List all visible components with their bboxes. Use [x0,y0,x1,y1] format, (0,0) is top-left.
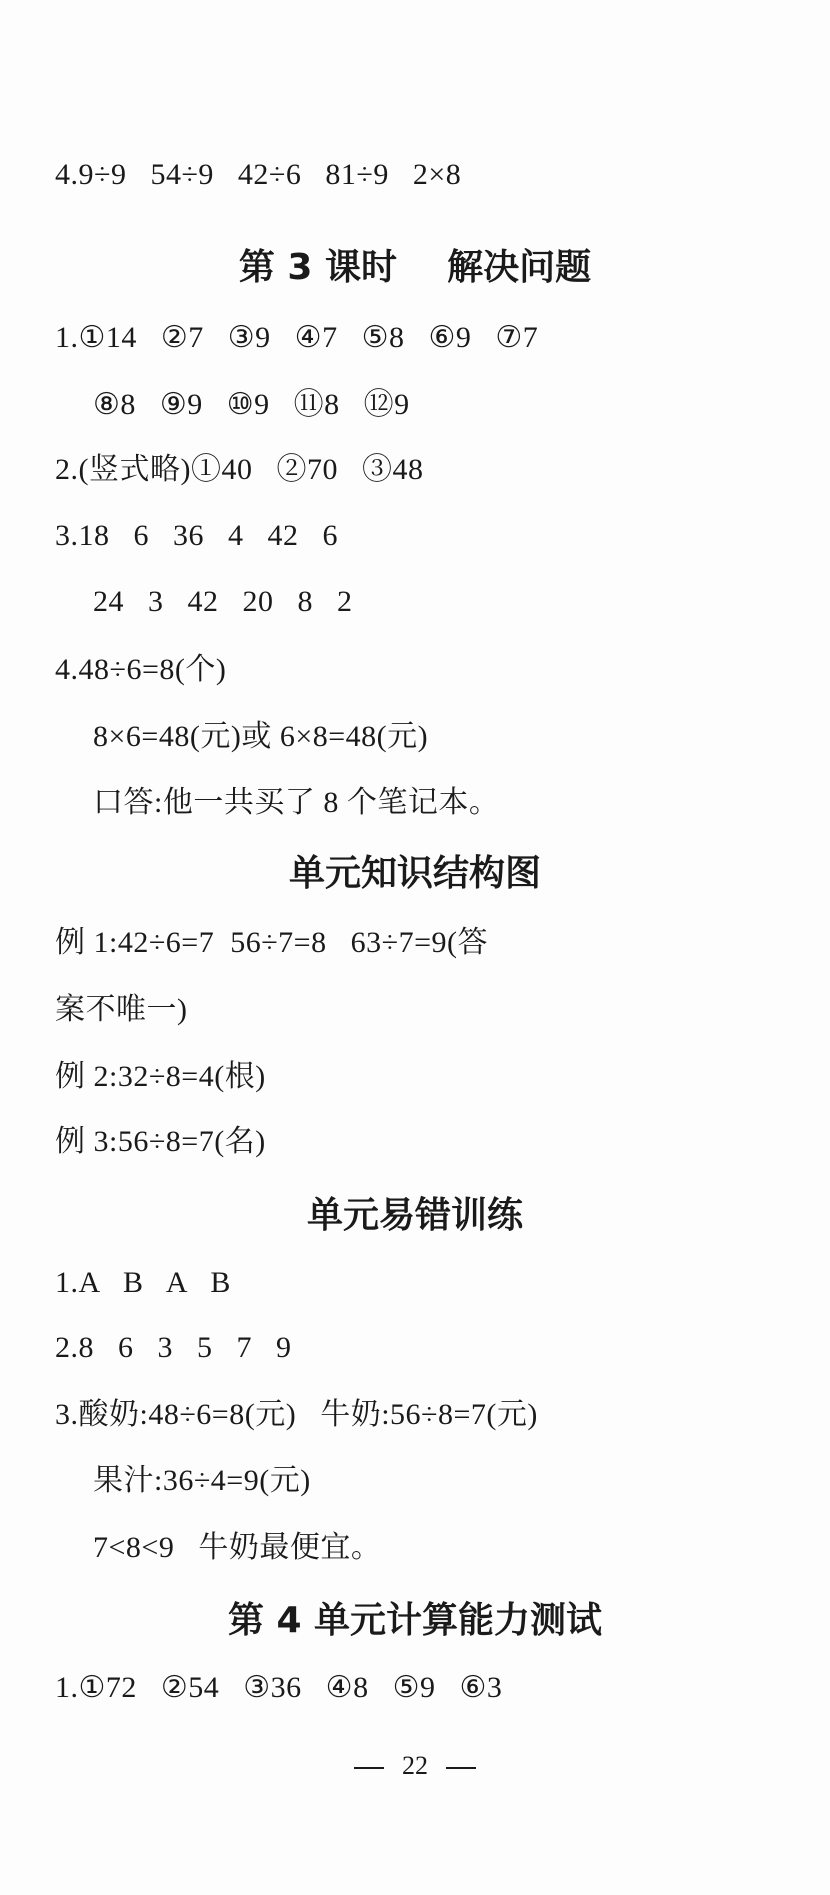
answer-line-1: 1.①14 ②7 ③9 ④7 ⑤8 ⑥9 ⑦7 [55,321,539,354]
answer-line-2: 2.(竖式略)①40 ②70 ③48 [55,453,424,486]
answer-line-3-cont: 24 3 42 20 8 2 [93,585,353,618]
example-1-cont: 案不唯一) [55,993,188,1026]
answer-line-1-cont: ⑧8 ⑨9 ⑩9 ⑪8 ⑫9 [93,388,410,421]
example-2-line: 例 2:32÷8=4(根) [55,1060,266,1093]
answer-line-4-division: 4.9÷9 54÷9 42÷6 81÷9 2×8 [55,158,462,191]
mistake-answer-2: 2.8 6 3 5 7 9 [55,1331,292,1364]
test-answer-1: 1.①72 ②54 ③36 ④8 ⑤9 ⑥3 [55,1671,503,1704]
answer-line-4-reply: 口答:他一共买了 8 个笔记本。 [93,786,500,819]
answer-line-4: 4.48÷6=8(个) [55,653,227,686]
section-heading-lesson-3: 第 3 课时 解决问题 [238,247,592,288]
mistake-answer-3-juice: 果汁:36÷4=9(元) [93,1464,311,1497]
mistake-answer-1: 1.A B A B [55,1266,231,1299]
footer-dash-right [446,1767,476,1769]
section-heading-mistakes: 单元易错训练 [306,1195,523,1236]
section-heading-structure: 单元知识结构图 [288,853,541,894]
example-3-line: 例 3:56÷8=7(名) [55,1125,266,1158]
page-number: 22 [402,1751,428,1780]
answer-line-4-calc: 8×6=48(元)或 6×8=48(元) [93,720,429,753]
footer-dash-left [354,1767,384,1769]
page-footer [0,1746,830,1786]
mistake-answer-3-compare: 7<8<9 牛奶最便宜。 [93,1531,382,1564]
example-1-line: 例 1:42÷6=7 56÷7=8 63÷7=9(答 [55,926,488,959]
section-heading-unit-4-test: 第 4 单元计算能力测试 [227,1600,603,1641]
mistake-answer-3: 3.酸奶:48÷6=8(元) 牛奶:56÷8=7(元) [55,1398,538,1431]
answer-line-3: 3.18 6 36 4 42 6 [55,519,338,552]
